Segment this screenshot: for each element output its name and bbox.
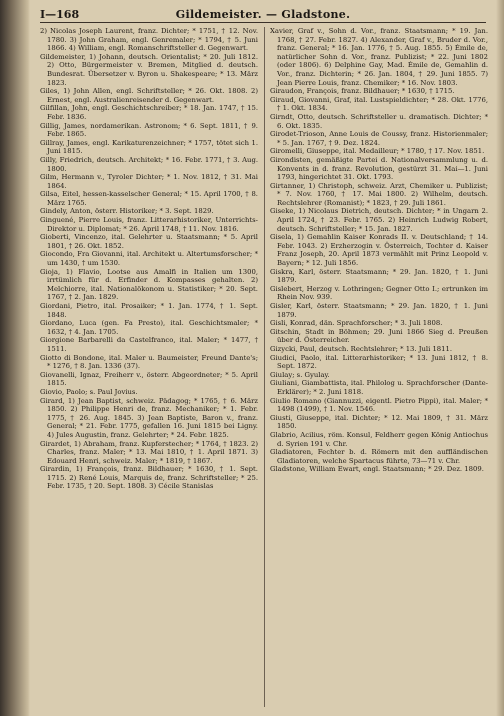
lexicon-entry: Giordani, Pietro, ital. Prosaiker; * 1. Jan. 1774, † 1. Sept. 1848.: [40, 302, 258, 319]
lexicon-entry: Gioja, 1) Flavio, Lootse aus Amalfi in Italien um 1300, irrtümlich für d. Erfinder d. Kompasses gehalten. 2) Melchiorre, ital. Nationalökonom u. Statistiker; * 20. Sept. 1767, † 2. Jan. 1829.: [40, 267, 258, 302]
lexicon-entry: Girodet-Trioson, Anne Louis de Coussy, franz. Historienmaler; * 5. Jan. 1767, † 9. Dez. 1824.: [270, 130, 488, 147]
lexicon-entry: Gioberti, Vincenzo, ital. Gelehrter u. Staatsmann; * 5. April 1801, † 26. Okt. 1852.: [40, 233, 258, 250]
lexicon-entry: Gillray, James, engl. Karikaturenzeichner; * 1757, tötet sich 1. Juni 1815.: [40, 138, 258, 156]
lexicon-entry: Girardin, 1) François, franz. Bildhauer; * 1630, † 1. Sept. 1715. 2) René Louis, Marquis de, franz. Schriftsteller; * 25. Febr. 1735, † 20. Sept. 1808. 3) Cécile Stanislas: [40, 465, 258, 491]
right-column: [270, 27, 488, 707]
lexicon-entry: Girardet, 1) Abraham, franz. Kupferstecher; * 1764, † 1823. 2) Charles, franz. Maler; * 13. Mai 1810, † 1. April 1871. 3) Edouard Henri, schweiz. Maler; * 1819, † 1867.: [40, 439, 258, 465]
lexicon-entry: Giorgione Barbarelli da Castelfranco, ital. Maler; * 1477, † 1511.: [40, 336, 258, 353]
lexicon-entry: Giudici, Paolo, ital. Litterarhistoriker; * 13. Juni 1812, † 8. Sept. 1872.: [270, 353, 488, 371]
book-gutter-shadow: [0, 0, 30, 716]
lexicon-entry: Gladiatoren, Fechter b. d. Römern mit den auffländischen Gladiatoren, welche Spartacus führte, 73—71 v. Chr.: [270, 448, 488, 465]
lexicon-entry: Gislebert, Herzog v. Lothringen; Gegner Otto I.; ertrunken im Rhein Nov. 939.: [270, 284, 488, 302]
lexicon-entry: Giromelli, Giuseppe, ital. Medailleur; * 1780, † 17. Nov. 1851.: [270, 147, 485, 156]
column-divider: [264, 27, 265, 707]
lexicon-entry: Giovio, Paolo; s. Paul Jovius.: [40, 387, 138, 396]
lexicon-entry: Gilm, Hermann v., Tyroler Dichter; * 1. Nov. 1812, † 31. Mai 1864.: [40, 173, 258, 190]
lexicon-entry: Giskra, Karl, österr. Staatsmann; * 29. Jan. 1820, † 1. Juni 1879.: [270, 267, 488, 285]
left-column: [40, 27, 258, 707]
lexicon-entry: Girard, 1) Jean Baptist, schweiz. Pädagog; * 1765, † 6. März 1850. 2) Philippe Henri de, franz. Mechaniker; * 1. Febr. 1775, † 26. Aug. 1845. 3) Jean Baptiste, Baron v., franz. General; * 21. Febr. 1775, gefallen 16. Juni 1815 bei Ligny. 4) Jules Augustin, franz. Gelehrter; * 24. Febr. 1825.: [40, 396, 258, 439]
lexicon-entry: Giulay; s. Gyulay.: [270, 370, 330, 379]
lexicon-entry: Giusti, Giuseppe, ital. Dichter; * 12. Mai 1809, † 31. März 1850.: [270, 413, 488, 431]
lexicon-entry: Gilfillan, John, engl. Geschichtschreiber; * 18. Jan. 1747, † 15. Febr. 1836.: [40, 104, 258, 121]
page-edge-shadow: [496, 0, 504, 716]
lexicon-entry: Giovanelli, Ignaz, Freiherr v., österr. Abgeordneter; * 5. April 1815.: [40, 370, 258, 388]
page-number: I—168: [40, 8, 80, 21]
lexicon-entry: Gisler, Karl, österr. Staatsmann; * 29. Jan. 1820, † 1. Juni 1879.: [270, 302, 488, 319]
lexicon-entry: Gisli, Konrad, dän. Sprachforscher; * 3. Juli 1808.: [270, 319, 443, 328]
lexicon-entry: Giordano, Luca (gen. Fa Presto), ital. Geschichtsmaler; * 1632, † 4. Jan. 1705.: [40, 319, 258, 336]
lexicon-entry: Giseke, 1) Nicolaus Dietrich, deutsch. Dichter; * in Ungarn 2. April 1724, † 23. Febr. 1765. 2) Heinrich Ludwig Robert, deutsch. Schriftsteller; * 15. Jan. 1827.: [270, 207, 488, 233]
header-rule: [40, 22, 486, 23]
lexicon-entry: Ginguené, Pierre Louis, franz. Litterarhistoriker, Unterrichts-Direktor u. Diplomat; * 26. April 1748, † 11. Nov. 1816.: [40, 216, 258, 233]
lexicon-entry: Xavier, Graf v., Sohn d. Vor., franz. Staatsmann; * 19. Jan. 1768, † 27. Febr. 1827. 4) Alexander, Graf v., Bruder d. Vor., franz. General; * 16. Jan. 1776, † 5. Aug. 1855. 5) Émile de, natürlicher Sohn d. Vor., franz. Publizist; * 22. Juni 1802 (oder 1806). 6) Delphine Gay, Mad. Émile de, Gemahlin d. Vor., franz. Dichterin; * 26. Jan. 1804, † 29. Juni 1855. 7) Jean Pierre Louis, franz. Chemiker; * 16. Nov. 1803.: [270, 27, 488, 87]
lexicon-entry: Giulio Romano (Giannuzzi, eigentl. Pietro Pippi), ital. Maler; * 1498 (1499), † 1. Nov. 1546.: [270, 396, 488, 414]
lexicon-entry: Girndt, Otto, deutsch. Schriftsteller u. dramatisch. Dichter; * 6. Okt. 1835.: [270, 112, 488, 130]
lexicon-entry: 2) Nicolas Joseph Laurent, franz. Dichter; * 1751, † 12. Nov. 1780. 3) John Graham, engl. Genremaler; * 1794, † 5. Juni 1866. 4) William, engl. Romanschriftsteller d. Gegenwart.: [40, 27, 258, 53]
lexicon-entry: Gilsa, Eitel, hessen-kasselscher General; * 15. April 1700, † 8. März 1765.: [40, 190, 258, 207]
lexicon-entry: Gitschin, Stadt in Böhmen; 29. Juni 1866 Sieg d. Preußen über d. Österreicher.: [270, 327, 488, 345]
lexicon-entry: Giraud, Giovanni, Graf, ital. Lustspieldichter; * 28. Okt. 1776, † 1. Okt. 1834.: [270, 95, 488, 113]
lexicon-entry: Gindely, Anton, österr. Historiker; * 3. Sept. 1829.: [40, 207, 214, 216]
lexicon-entry: Glabrio, Acilius, röm. Konsul, Feldherr gegen König Antiochus d. Syrien 191 v. Chr.: [270, 430, 488, 448]
lexicon-entry: Gladstone, William Ewart, engl. Staatsmann; * 29. Dez. 1809.: [270, 465, 484, 474]
running-head: Gildemeister. — Gladstone.: [175, 8, 351, 21]
lexicon-entry: Gillig, James, nordamerikan. Astronom; * 6. Sept. 1811, † 9. Febr. 1865.: [40, 121, 258, 139]
lexicon-entry: Gizycki, Paul, deutsch. Rechtslehrer; * 13. Juli 1811.: [270, 344, 453, 353]
lexicon-entry: Giles, 1) John Allen, engl. Schriftsteller; * 26. Okt. 1808. 2) Ernest, engl. Australienreisender d. Gegenwart.: [40, 87, 258, 104]
lexicon-entry: Gilly, Friedrich, deutsch. Architekt; * 16. Febr. 1771, † 3. Aug. 1800.: [40, 155, 258, 173]
lexicon-entry: Girondisten, gemäßigte Partei d. Nationalversammlung u. d. Konvents in d. franz. Revolution, gestürzt 31. Mai—1. Juni 1793, hingerichtet 31. Okt. 1793.: [270, 155, 488, 182]
lexicon-entry: Girtanner, 1) Christoph, schweiz. Arzt, Chemiker u. Publizist; * 7. Nov. 1760, † 17. Mai 1800. 2) Wilhelm, deutsch. Rechtslehrer (Romanist); * 1823, † 29. Juli 1861.: [270, 181, 488, 207]
lexicon-entry: Giocondo, Fra Giovanni, ital. Architekt u. Altertumsforscher; * um 1430, † um 1530.: [40, 250, 258, 268]
lexicon-entry: Giuliani, Giambattista, ital. Philolog u. Sprachforscher (Dante-Erklärer); * 2. Juni 1818.: [270, 379, 488, 396]
lexicon-entry: Giraudon, François, franz. Bildhauer; * 1630, † 1715.: [270, 87, 455, 96]
lexicon-entry: Gildemeister, 1) Johann, deutsch. Orientalist; * 20. Juli 1812. 2) Otto, Bürgermeister v. Bremen, Mitglied d. deutsch. Bundesrat. Übersetzer v. Byron u. Shakespeare; * 13. März 1823.: [40, 52, 258, 87]
lexicon-entry: Giotto di Bondone, ital. Maler u. Baumeister, Freund Dante's; * 1276, † 8. Jan. 1336 (37).: [40, 353, 258, 371]
lexicon-entry: Gisela, 1) Gemahlin Kaiser Konrads II. v. Deutschland; † 14. Febr. 1043. 2) Erzherzogin v. Österreich, Tochter d. Kaiser Franz Joseph, 20. April 1873 vermählt mit Prinz Leopold v. Bayern; * 12. Juli 1856.: [270, 233, 488, 268]
